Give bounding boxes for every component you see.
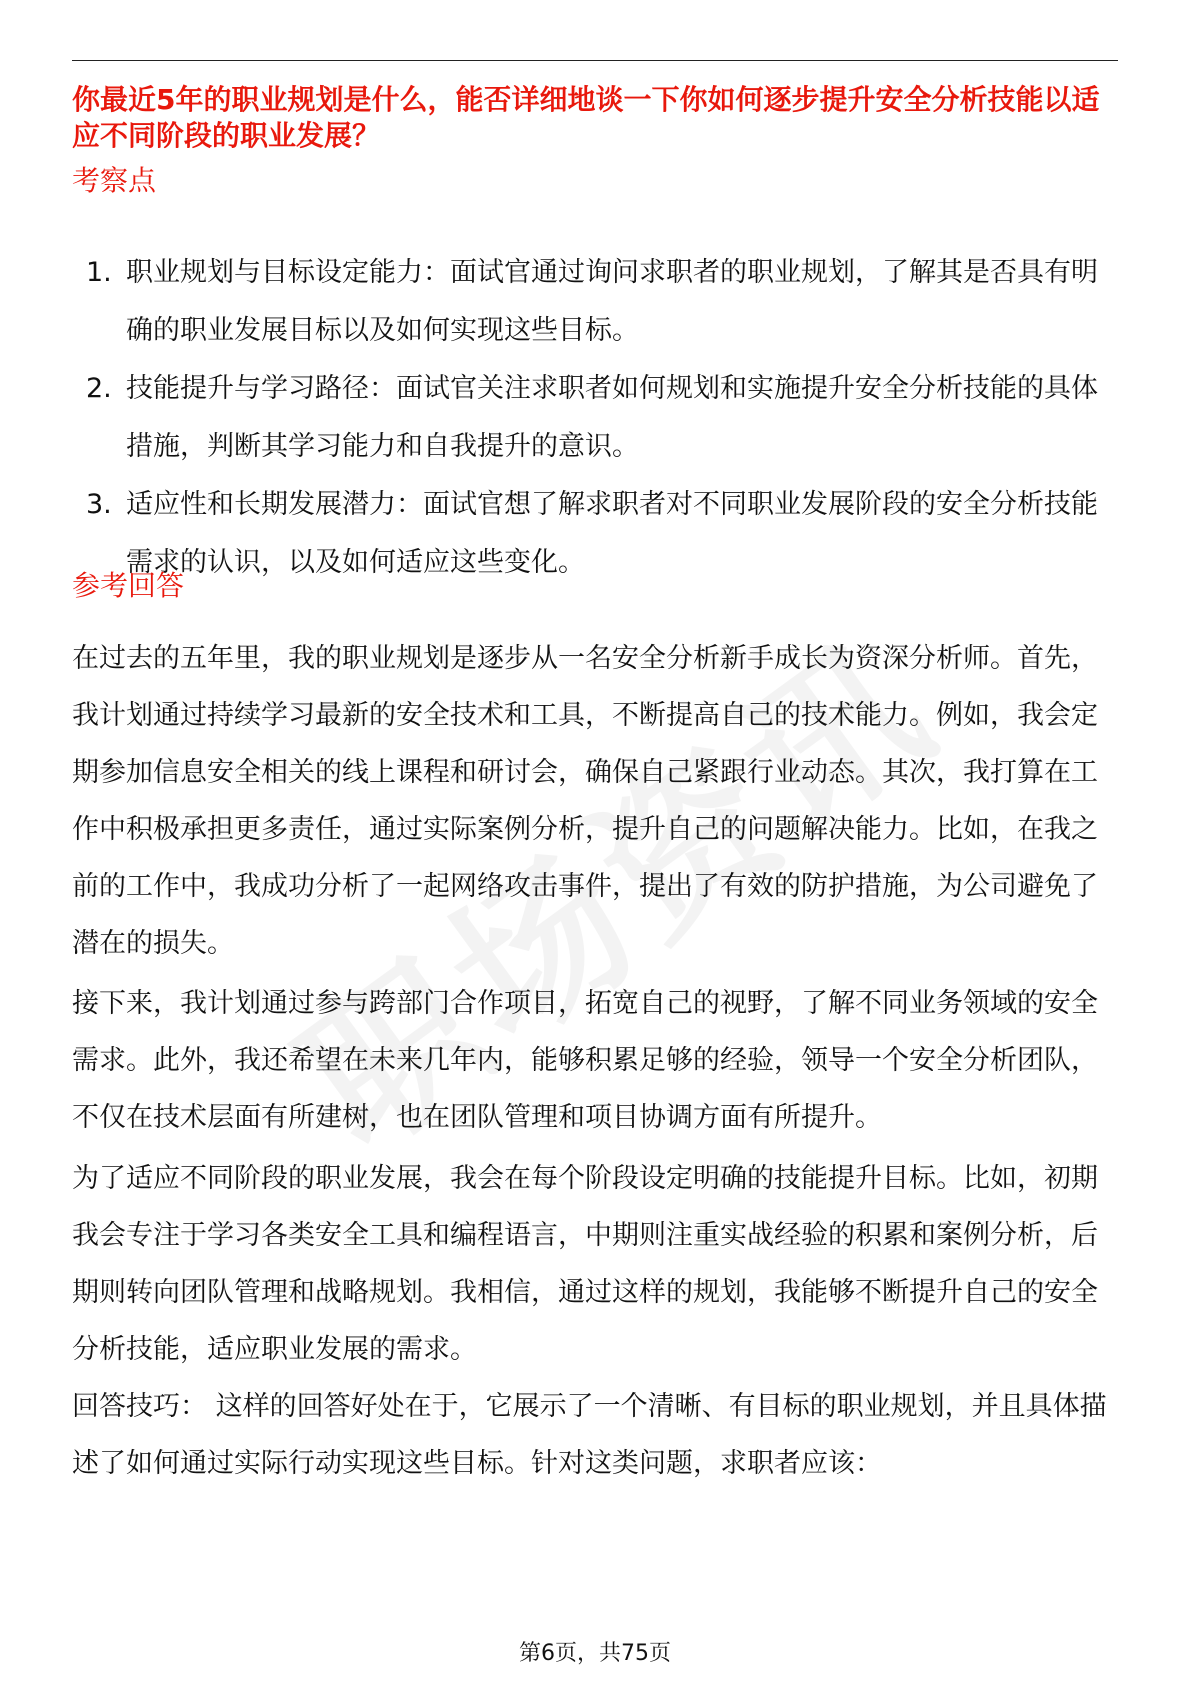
list-item [72, 244, 1122, 360]
list-item-number: 1. [86, 257, 112, 288]
list-item-text: 适应性和长期发展潜力：面试官想了解求职者对不同职业发展阶段的安全分析技能需求的认识，以及如何适应这些变化。 [126, 489, 1098, 578]
list-item-number: 3. [86, 489, 112, 520]
list-item-number: 2. [86, 373, 112, 404]
answer-paragraph: 为了适应不同阶段的职业发展，我会在每个阶段设定明确的技能提升目标。比如，初期我会专注于学习各类安全工具和编程语言，中期则注重实战经验的积累和案例分析，后期则转向团队管理和战略规划。我相信，通过这样的规划，我能够不断提升自己的安全分析技能，适应职业发展的需求。 [72, 1163, 1098, 1365]
question-title: 你最近5年的职业规划是什么，能否详细地谈一下你如何逐步提升安全分析技能以适应不同阶段的职业发展？ [72, 83, 1100, 152]
page-number: 第6页，共75页 [519, 1641, 671, 1666]
list-item [72, 476, 1122, 592]
list-item-text: 技能提升与学习路径：面试官关注求职者如何规划和实施提升安全分析技能的具体措施，判断其学习能力和自我提升的意识。 [126, 373, 1098, 462]
answer-paragraph: 在过去的五年里，我的职业规划是逐步从一名安全分析新手成长为资深分析师。首先，我计划通过持续学习最新的安全技术和工具，不断提高自己的技术能力。例如，我会定期参加信息安全相关的线上课程和研讨会，确保自己紧跟行业动态。其次，我打算在工作中积极承担更多责任，通过实际案例分析，提升自己的问题解决能力。比如，在我之前的工作中，我成功分析了一起网络攻击事件，提出了有效的防护措施，为公司避免了潜在的损失。 [72, 643, 1098, 959]
points-heading: 考察点 [72, 164, 157, 197]
answer-heading: 参考回答 [72, 569, 185, 602]
points-list [72, 244, 1122, 592]
top-divider [72, 60, 1118, 61]
answer-tip-paragraph: 回答技巧： 这样的回答好处在于，它展示了一个清晰、有目标的职业规划，并且具体描述了如何通过实际行动实现这些目标。针对这类问题，求职者应该： [72, 1391, 1107, 1479]
answer-paragraph: 接下来，我计划通过参与跨部门合作项目，拓宽自己的视野，了解不同业务领域的安全需求。此外，我还希望在未来几年内，能够积累足够的经验，领导一个安全分析团队，不仅在技术层面有所建树，也在团队管理和项目协调方面有所提升。 [72, 988, 1098, 1133]
list-item [72, 360, 1122, 476]
list-item-text: 职业规划与目标设定能力：面试官通过询问求职者的职业规划，了解其是否具有明确的职业发展目标以及如何实现这些目标。 [126, 257, 1098, 346]
